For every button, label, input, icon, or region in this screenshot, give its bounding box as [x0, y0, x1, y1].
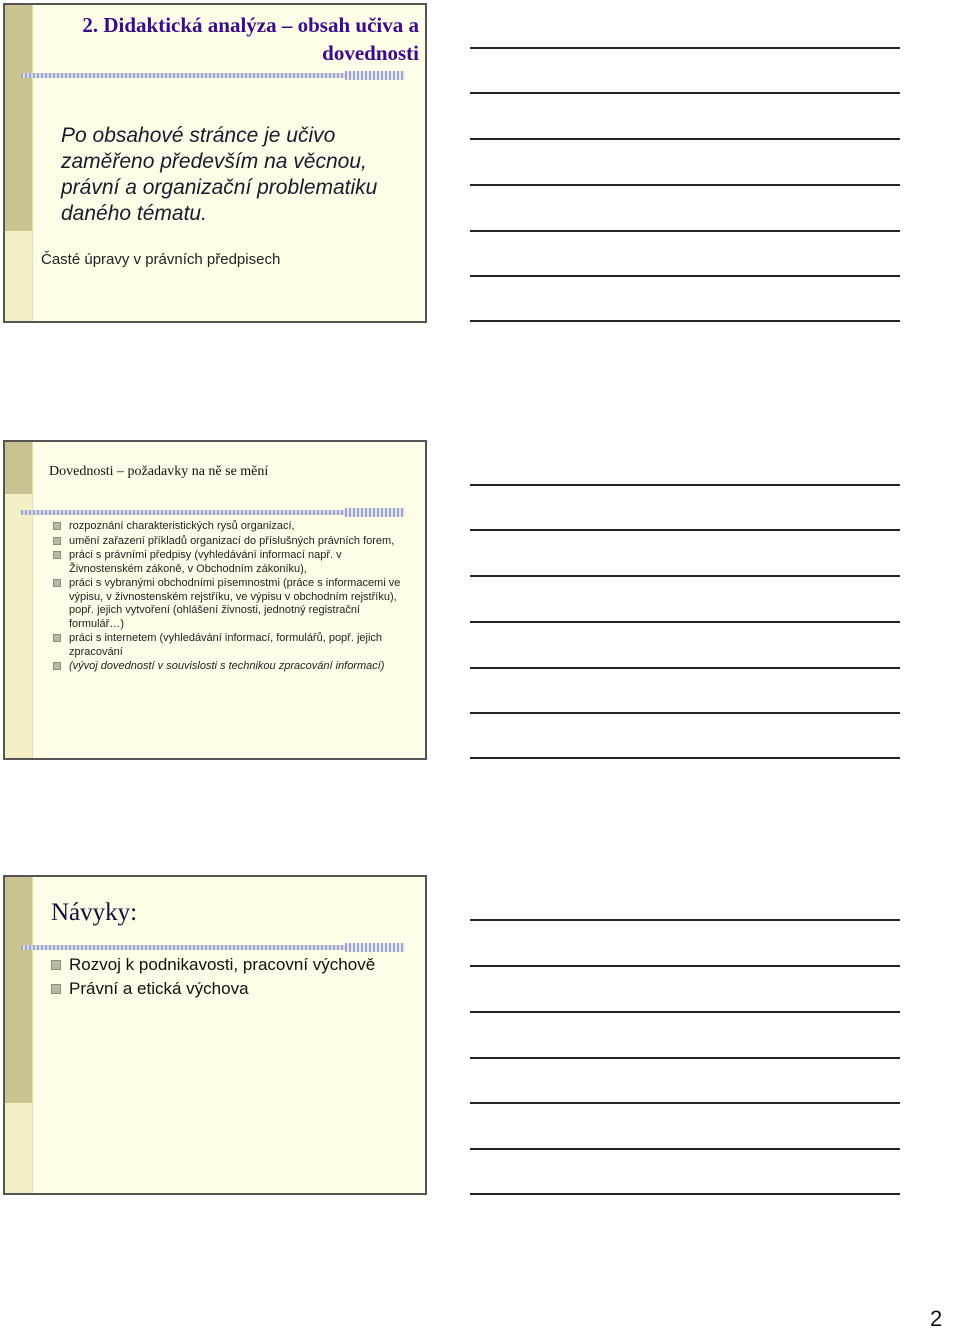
square-bullet-icon [53, 579, 61, 587]
list-item: (vývoj dovedností v souvislosti s technikou zpracování informací) [53, 660, 405, 674]
sidebar-tab [5, 442, 32, 494]
slide-title: 2. Didaktická analýza – obsah učiva a dovednosti [82, 13, 419, 65]
slide-2 [3, 440, 427, 760]
list-item: rozpoznání charakteristických rysů organizací, [53, 520, 405, 534]
list-item: práci s právními předpisy (vyhledávání informací např. v Živnostenském zákoně, v Obchodním zákoníku), [53, 549, 405, 576]
note-line [470, 667, 900, 669]
note-line [470, 1148, 900, 1150]
page-number: 2 [930, 1306, 943, 1331]
title-divider [21, 945, 405, 950]
title-divider [21, 73, 405, 78]
note-line [470, 1102, 900, 1104]
slide-body-text: Po obsahové stránce je učivo zaměřeno především na věcnou, právní a organizační problematiku daného tématu. [61, 124, 378, 225]
note-line [470, 529, 900, 531]
habits-list [51, 953, 411, 1001]
note-line [470, 965, 900, 967]
note-line [470, 320, 900, 322]
square-bullet-icon [51, 960, 61, 970]
note-line [470, 621, 900, 623]
note-line [470, 1011, 900, 1013]
list-item: práci s internetem (vyhledávání informací, formulářů, popř. jejich zpracování [53, 632, 405, 659]
square-bullet-icon [53, 537, 61, 545]
note-line [470, 1057, 900, 1059]
note-line [470, 230, 900, 232]
note-line [470, 47, 900, 49]
list-item: umění zařazení příkladů organizací do příslušných právních forem, [53, 535, 405, 549]
skills-list [53, 520, 405, 675]
list-item: Rozvoj k podnikavosti, pracovní výchově [51, 953, 411, 977]
note-line [470, 275, 900, 277]
note-line [470, 712, 900, 714]
note-line [470, 757, 900, 759]
note-line [470, 1193, 900, 1195]
list-item: Právní a etická výchova [51, 977, 411, 1001]
note-line [470, 919, 900, 921]
list-item: práci s vybranými obchodními písemnostmi (práce s informacemi ve výpisu, v živnostenském rejstříku, ve výpisu v obchodním rejstříku), popř. jejich vytvoření (ohlášení živnosti, jednotný registrační formulář…) [53, 577, 405, 631]
note-line [470, 184, 900, 186]
square-bullet-icon [53, 634, 61, 642]
sidebar-tab [5, 5, 32, 231]
sidebar-tab [5, 877, 32, 1103]
slide-title: Dovednosti – požadavky na ně se mění [49, 464, 269, 479]
note-line [470, 484, 900, 486]
note-line [470, 92, 900, 94]
slide-1 [3, 3, 427, 323]
square-bullet-icon [53, 551, 61, 559]
note-line [470, 575, 900, 577]
title-divider [21, 510, 405, 515]
slide-title: Návyky: [51, 899, 138, 926]
slide-3 [3, 875, 427, 1195]
square-bullet-icon [53, 662, 61, 670]
square-bullet-icon [51, 984, 61, 994]
note-line [470, 138, 900, 140]
slide-subtitle: Časté úpravy v právních předpisech [41, 251, 281, 268]
square-bullet-icon [53, 522, 61, 530]
